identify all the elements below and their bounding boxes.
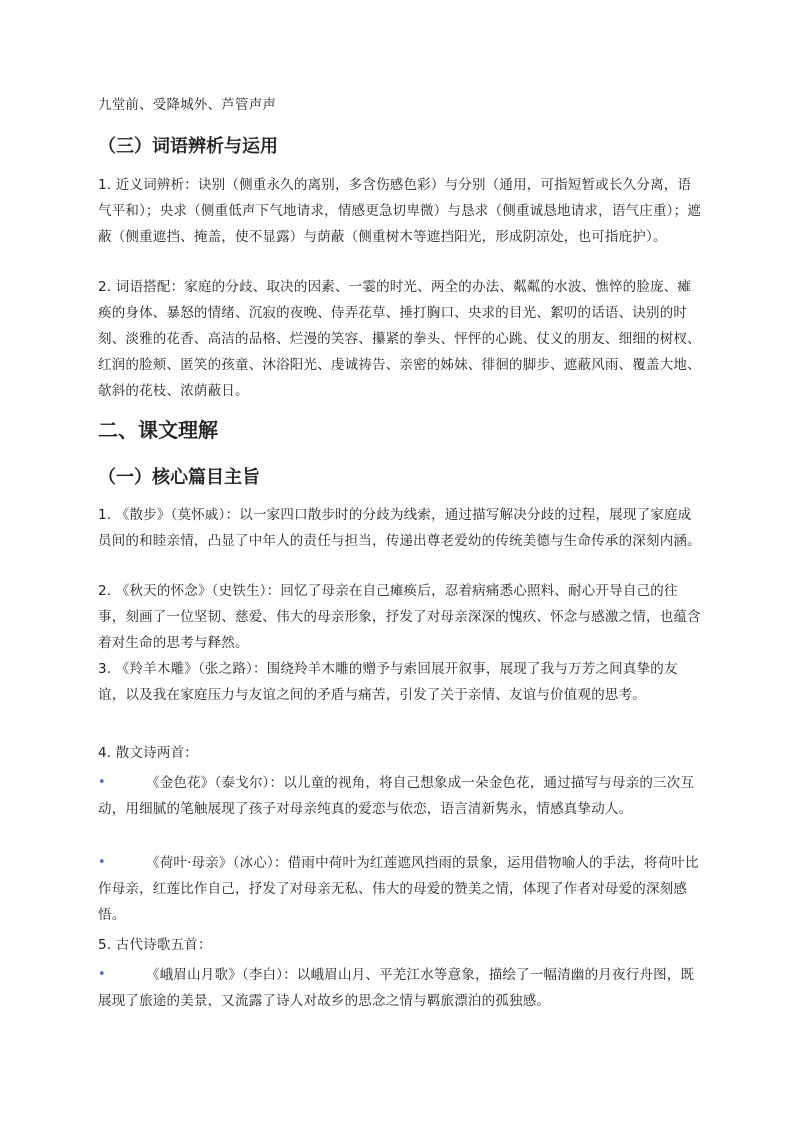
item-4a-text: 《金色花》（泰戈尔）：以儿童的视角，将自己想象成一朵金色花，通过描写与母亲的三次互动，用细腻的笔触展现了孩子对母亲纯真的爱恋与依恋，语言清新隽永，情感真挚动人。 bbox=[98, 775, 695, 817]
top-line-text: 九堂前、受降城外、芦管声声 bbox=[98, 97, 277, 113]
list-item bbox=[98, 962, 702, 1014]
bullet-icon: • bbox=[98, 775, 106, 790]
vocab-2-text: 2. 词语搭配：家庭的分歧、取决的因素、一霎的时光、两全的办法、粼粼的水波、憔悴的脸庞、瘫痪的身体、暴怒的情绪、沉寂的夜晚、侍弄花草、捶打胸口、央求的目光、絮叨的话语、诀别的时刻、淡雅的花香、高洁的品格、烂漫的笑容、攥紧的拳头、怦怦的心跳、仗义的朋友、细细的树杈、红润的脸颊、匿笑的孩童、沐浴阳光、虔诚祷告、亲密的姊妹、徘徊的脚步、遮蔽风雨、覆盖大地、欹斜的花枝、浓荫蔽日。 bbox=[98, 279, 701, 399]
item-3 bbox=[98, 656, 702, 708]
list-item bbox=[98, 770, 702, 822]
section-one-heading bbox=[98, 465, 702, 491]
bullet-icon: • bbox=[98, 967, 106, 982]
item-5-heading bbox=[98, 932, 702, 958]
item-5-title: 5. 古代诗歌五首： bbox=[98, 937, 212, 953]
item-4-heading bbox=[98, 740, 702, 766]
section-two-heading bbox=[98, 416, 702, 444]
vocab-1-text: 1. 近义词辨析：诀别（侧重永久的离别，多含伤感色彩）与分别（通用，可指短暂或长久分离，语气平和）；央求（侧重低声下气地请求，情感更急切卑微）与恳求（侧重诚恳地请求，语气庄重）；遮蔽（侧重遮挡、掩盖，使不显露）与荫蔽（侧重树木等遮挡阳光，形成阴凉处，也可指庇护）。 bbox=[98, 177, 701, 245]
item-1 bbox=[98, 502, 702, 554]
bullet-icon: • bbox=[98, 855, 106, 870]
item-4-title: 4. 散文诗两首： bbox=[98, 745, 198, 761]
item-2 bbox=[98, 578, 702, 656]
section-3-title: （三）词语辨析与运用 bbox=[98, 136, 278, 157]
vocab-paragraph-1 bbox=[98, 172, 702, 250]
top-line bbox=[98, 92, 702, 118]
item-5a-text: 《峨眉山月歌》（李白）：以峨眉山月、平羌江水等意象，描绘了一幅清幽的月夜行舟图，既展现了旅途的美景，又流露了诗人对故乡的思念之情与羁旅漂泊的孤独感。 bbox=[98, 967, 695, 1009]
section-one-title: （一）核心篇目主旨 bbox=[98, 467, 260, 488]
section-two-title: 二、课文理解 bbox=[98, 418, 218, 442]
item-4b-text: 《荷叶·母亲》（冰心）：借雨中荷叶为红莲遮风挡雨的景象，运用借物喻人的手法，将荷叶比作母亲，红莲比作自己，抒发了对母亲无私、伟大的母爱的赞美之情，体现了作者对母爱的深刻感悟。 bbox=[98, 855, 699, 923]
section-3-heading bbox=[98, 134, 702, 160]
list-item bbox=[98, 850, 702, 928]
item-2-text: 2. 《秋天的怀念》（史铁生）：回忆了母亲在自己瘫痪后，忍着病痛悉心照料、耐心开导自己的往事，刻画了一位坚韧、慈爱、伟大的母亲形象，抒发了对母亲深深的愧疚、怀念与感激之情，也蕴含着对生命的思考与释然。 bbox=[98, 583, 701, 651]
item-1-text: 1. 《散步》（莫怀戚）：以一家四口散步时的分歧为线索，通过描写解决分歧的过程，展现了家庭成员间的和睦亲情，凸显了中年人的责任与担当，传递出尊老爱幼的传统美德与生命传承的深刻内涵。 bbox=[98, 507, 701, 549]
vocab-paragraph-2 bbox=[98, 274, 702, 404]
item-3-text: 3. 《羚羊木雕》（张之路）：围绕羚羊木雕的赠予与索回展开叙事，展现了我与万芳之间真挚的友谊，以及我在家庭压力与友谊之间的矛盾与痛苦，引发了关于亲情、友谊与价值观的思考。 bbox=[98, 661, 678, 703]
